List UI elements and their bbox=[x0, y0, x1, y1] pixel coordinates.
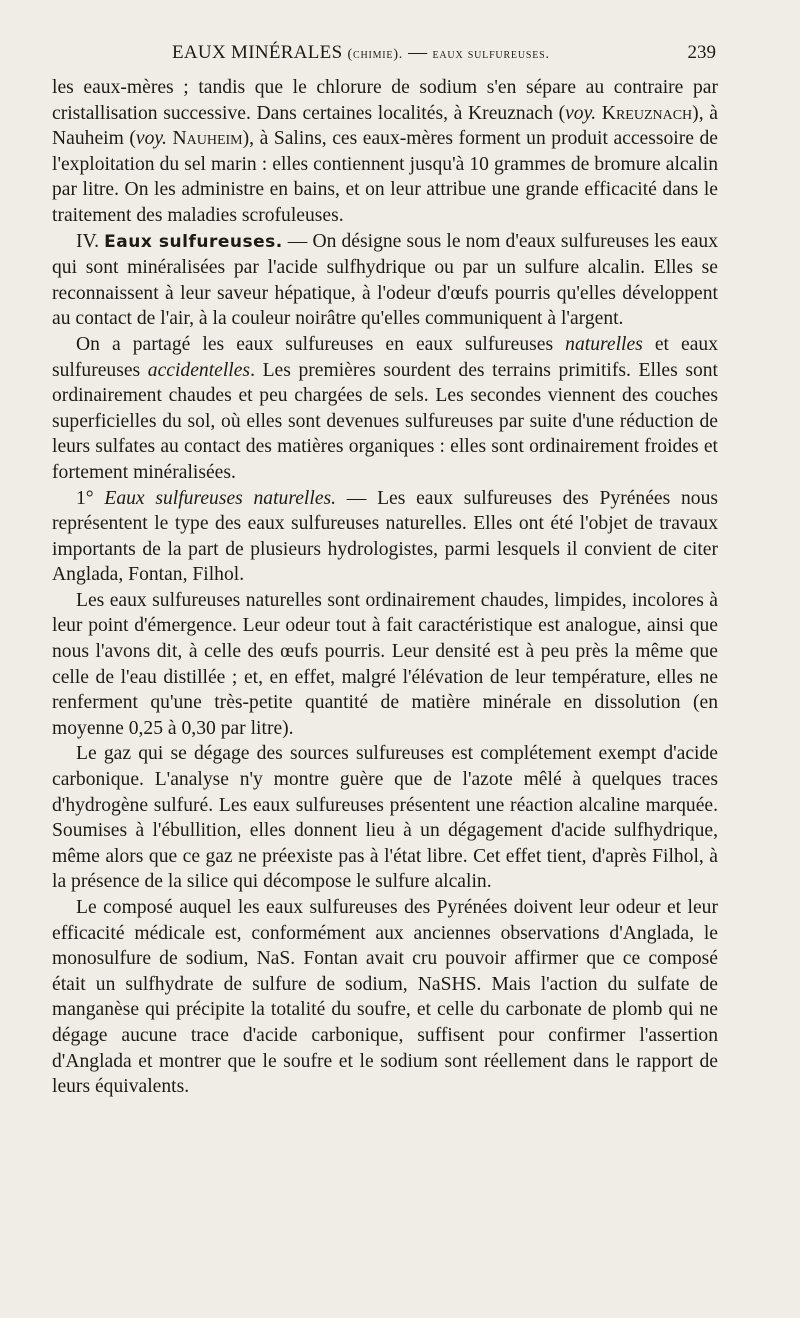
paragraph-gas: Le gaz qui se dégage des sources sulfureuses est complétement exempt d'acide carbonique. L'analyse n'y montre guère que de l'azote mêlé à quelques traces d'hydrogène sulfuré. Les eaux sulfureuses présentent une réaction alcaline marquée. Soumises à l'ébullition, elles donnent lieu à un dégagement d'acide sulfhydrique, même alors que ce gaz ne préexiste pas à l'état libre. Cet effet tient, d'après Filhol, à la présence de la silice qui décompose le sulfure alcalin. bbox=[52, 743, 718, 893]
header-title-main: EAUX MINÉRALES bbox=[172, 42, 343, 63]
header-dash: — bbox=[403, 42, 433, 63]
subsection-number: 1° bbox=[76, 487, 105, 509]
paragraph-text: et eaux sulfureuses bbox=[52, 333, 718, 381]
section-heading: Eaux sulfureuses. bbox=[104, 231, 283, 252]
italic-voy: voy. bbox=[135, 128, 167, 150]
italic-voy: voy. bbox=[565, 102, 597, 124]
paragraph-properties: Les eaux sulfureuses naturelles sont ordinairement chaudes, limpides, incolores à leur point d'émergence. Leur odeur tout à fait caractéristique est analogue, ainsi que nous l'avons dit, à celle des œufs pourris. Leur densité est à peu près la même que celle de l'eau distillée ; et, en effet, malgré l'élévation de leur température, elles ne renferment qu'une très-petite quantité de matière minérale en dissolution (en moyenne 0,25 à 0,30 par litre). bbox=[52, 589, 718, 739]
paragraph-text: — On désigne sous le nom d'eaux sulfureuses les eaux qui sont minéralisées par l'acide sulfhydrique ou par un sulfure alcalin. Elles se reconnaissent à leur saveur hépatique, à l'odeur d'œufs pourris qu'elles développent au contact de l'air, à la couleur noirâtre qu'elles communiquent à l'argent. bbox=[52, 230, 719, 330]
ref-nauheim: Nauheim bbox=[166, 128, 243, 150]
paragraph-text: On a partagé les eaux sulfureuses en eaux sulfureuses bbox=[76, 333, 566, 355]
paragraph-compound: Le composé auquel les eaux sulfureuses des Pyrénées doivent leur odeur et leur efficacité médicale est, conformément aux anciennes observations d'Anglada, le monosulfure de sodium, NaS. Fontan avait cru pouvoir affirmer que ce composé était un sulfhydrate de sulfure de sodium, NaSHS. Mais l'action du sulfate de manganèse qui précipite la totalité du soufre, et celle du carbonate de plomb qui ne dégage aucune trace d'acide carbonique, suffisent pour confirmer l'assertion d'Anglada et montrer que le soufre et le sodium sont réellement dans le rapport de leurs équivalents. bbox=[52, 897, 718, 1098]
paragraph-text: — Les eaux sulfureuses des Pyrénées nous représentent le type des eaux sulfureuses naturelles. Elles ont été l'objet de travaux importants de la part de plusieurs hydrologistes, parmi lesquels il convient de citer Anglada, Fontan, Filhol. bbox=[52, 487, 718, 586]
paragraph-classification bbox=[52, 332, 718, 486]
ref-kreuznach: Kreuznach bbox=[596, 102, 693, 124]
header-title bbox=[172, 42, 550, 64]
paragraph-text: ), à Salins, ces eaux-mères forment un produit accessoire de l'exploitation du sel marin : elles contiennent jusqu'à 10 grammes de bromure alcalin par litre. On les administre en bains, et on leur attribue une grande efficacité dans le traitement des maladies scrofuleuses. bbox=[52, 128, 718, 226]
subsection-heading: Eaux sulfureuses naturelles. bbox=[104, 487, 337, 509]
paragraph-text: . Les premières sourdent des terrains primitifs. Elles sont ordinairement chaudes et peu chargées de sels. Les secondes viennent des couches superficielles du sol, où elles sont devenues sulfureuses par suite d'une réduction de leurs sulfates au contact des matières organiques : elles sont ordinairement froides et fortement minéralisées. bbox=[52, 359, 718, 483]
page-body bbox=[52, 75, 718, 1100]
paragraph-section-iv bbox=[52, 229, 718, 332]
running-header bbox=[52, 40, 716, 70]
header-section: eaux sulfureuses. bbox=[432, 47, 550, 62]
section-number: IV. bbox=[76, 230, 105, 252]
page-number: 239 bbox=[687, 42, 716, 63]
paragraph-text: ), à Nauheim ( bbox=[52, 102, 718, 150]
italic-term: accidentelles bbox=[147, 359, 251, 381]
paragraph-continuation bbox=[52, 75, 718, 229]
italic-term: naturelles bbox=[565, 333, 643, 355]
paragraph-text: les eaux-mères ; tandis que le chlorure de sodium s'en sépare au contraire par cristallisation successive. Dans certaines localités, à Kreuznach ( bbox=[52, 77, 718, 124]
paragraph-subsection-1 bbox=[52, 486, 718, 588]
header-title-sub: (chimie). bbox=[347, 47, 404, 62]
